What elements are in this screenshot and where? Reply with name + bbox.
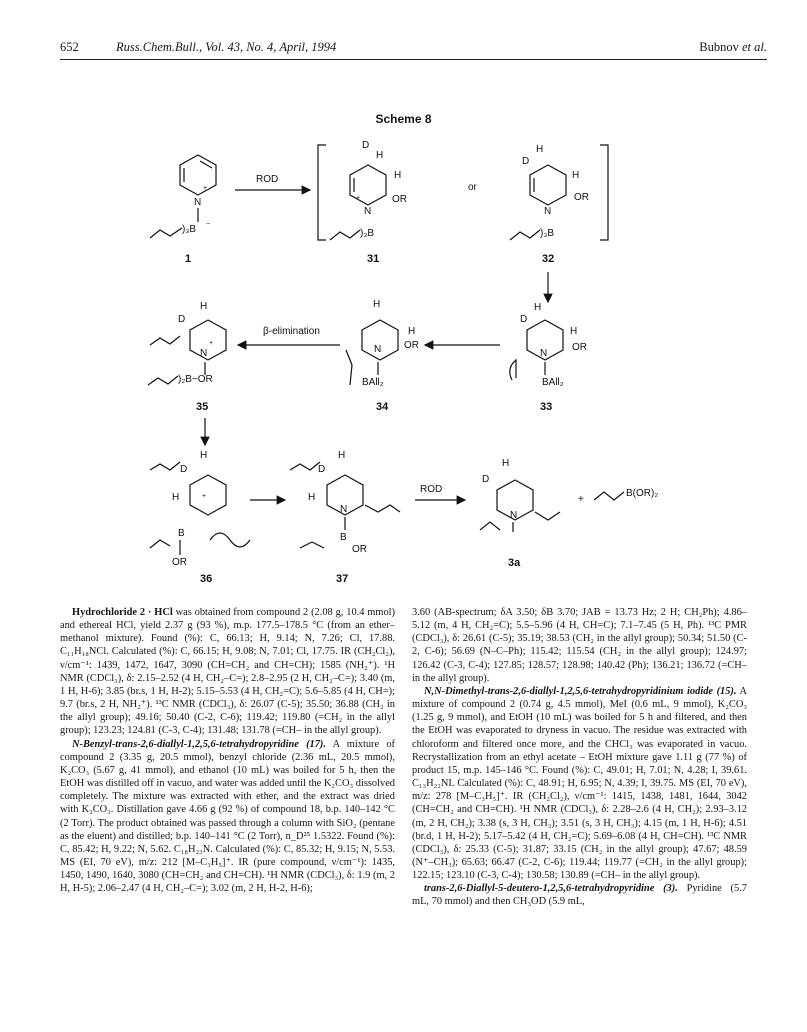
svg-text:+: +: [356, 195, 361, 202]
svg-text:N: N: [200, 348, 208, 359]
compound-label-33: 33: [540, 401, 553, 413]
svg-text:H: H: [572, 170, 580, 181]
compound-31-structure: [330, 140, 407, 240]
heading-dimethyl: N,N-Dimethyl-trans-2,6-diallyl-1,2,5,6-tetrahydropyridinium iodide (15).: [424, 685, 737, 697]
svg-text:D: D: [362, 140, 370, 151]
compound-label-36: 36: [200, 573, 213, 585]
text-deutero: Pyridine (5.7 mL, 70 mmol) and then CH₃OD (5.9 mL,: [412, 883, 747, 908]
text-benzyl: A mixture of compound 2 (3.35 g, 20.5 mmol), benzyl chloride (2.36 mL, 20.5 mmol), K₂CO₃ (5.67 g, 41 mmol), and ethanol (10 mL) was boiled for 5 h, then the EtOH was distilled off in vacuo, and water was added until the K₂CO₃ dissolved completely. The mixture was extracted with ether, and the extract was dried with K₂CO₃. Distillation gave 4.66 g (92 %) of compound 18, b.p. 140–142 °C (2 Torr). The product obtained was passed through a column with SiO₂ (pentane as the eluent) and distilled; b.p. 140–141 °C (2 Torr), n_D²⁵ 1.5322. Found (%): C, 85.42; H, 9.22; N, 5.62. C₁₈H₂₃N. Calculated (%): C, 85.32; H, 9.15; N, 5.53. MS (EI, 70 eV), m/z: 212 [M–C₃H₅]⁺. IR (pure compound, ν/cm⁻¹): 1435, 1450, 1490, 1640, 3080 (CH=CH₂ and CH=CH). ¹H NMR (CDCl₃), δ: 1.9 (m, 2 H, H-5); 2.06–2.47 (4 H, CH₂–C=); 3.02 (m, 2 H, H-2, H-6);: [60, 738, 395, 895]
svg-text:H: H: [200, 450, 208, 461]
svg-text:H: H: [394, 170, 402, 181]
svg-text:H: H: [536, 144, 544, 155]
plus-sign: +: [578, 494, 584, 505]
compound-36-structure: [150, 450, 250, 568]
beta-elimination-label: β-elimination: [263, 326, 320, 337]
svg-text:+: +: [209, 340, 214, 347]
heading-hydrochloride: Hydrochloride 2 · HCl: [72, 607, 173, 618]
svg-text:H: H: [308, 492, 316, 503]
heading-deutero: trans-2,6-Diallyl-5-deutero-1,2,5,6-tetrahydropyridine (3).: [424, 883, 678, 895]
svg-text:D: D: [520, 314, 528, 325]
svg-text:H: H: [408, 326, 416, 337]
svg-text:B: B: [340, 532, 347, 543]
svg-text:OR: OR: [404, 340, 419, 351]
svg-text:)₃B: )₃B: [540, 228, 555, 239]
paragraph-benzyl: [60, 738, 395, 896]
svg-text:D: D: [180, 464, 188, 475]
paragraph-dimethyl: [412, 685, 747, 882]
svg-text:OR: OR: [574, 192, 589, 203]
svg-text:−: −: [206, 221, 211, 228]
svg-text:N: N: [540, 348, 548, 359]
author-suffix: et al.: [742, 40, 767, 54]
arrow-label-rod-1: ROD: [256, 174, 279, 185]
compound-label-34: 34: [376, 401, 389, 413]
svg-text:BAll₂: BAll₂: [362, 377, 384, 388]
svg-text:D: D: [178, 314, 186, 325]
svg-text:H: H: [376, 150, 384, 161]
left-column: [60, 606, 395, 895]
svg-text:N: N: [340, 504, 348, 515]
svg-text:)₃B: )₃B: [360, 228, 375, 239]
compound-34-structure: [346, 299, 419, 388]
svg-text:H: H: [502, 458, 510, 469]
svg-text:OR: OR: [572, 342, 587, 353]
svg-text:B: B: [178, 528, 185, 539]
compound-35-structure: [148, 301, 226, 385]
borate-byproduct-structure: [594, 492, 624, 500]
compound-label-37: 37: [336, 573, 349, 585]
paragraph-hydrochloride: [60, 606, 395, 738]
body-text: [60, 606, 773, 1026]
page-number: 652: [60, 40, 79, 54]
svg-text:OR: OR: [352, 544, 367, 555]
svg-text:N: N: [510, 510, 518, 521]
svg-text:OR: OR: [172, 557, 187, 568]
bracket-left: [318, 145, 326, 240]
svg-text:D: D: [318, 464, 326, 475]
compound-label-32: 32: [542, 253, 555, 265]
svg-text:N: N: [374, 344, 382, 355]
compound-3a-structure: [480, 458, 560, 532]
svg-text:N: N: [544, 206, 552, 217]
compound-label-3a: 3a: [508, 557, 521, 569]
borate-byproduct-label: B(OR)₂: [626, 488, 659, 499]
svg-text:OR: OR: [392, 194, 407, 205]
heading-benzyl: N-Benzyl-trans-2,6-diallyl-1,2,5,6-tetrahydropyridine (17).: [72, 738, 326, 750]
svg-text:BAll₂: BAll₂: [542, 377, 564, 388]
arrow-label-rod-2: ROD: [420, 484, 443, 495]
svg-text:+: +: [203, 185, 208, 192]
svg-text:H: H: [570, 326, 578, 337]
svg-text:D: D: [522, 156, 530, 167]
bracket-right: [600, 145, 608, 240]
text-benzyl-continued: 3.60 (AB-spectrum; δA 3.50; δB 3.70; JAB = 13.73 Hz; 2 H; CH₂Ph); 4.86–5.12 (m, 4 H, CH₂=C); 5.5–5.96 (4 H, CH=C); 7.1–7.45 (5 H, Ph). ¹³C PMR (CDCl₃), δ: 26.61 (C-5); 35.19; 38.53 (CH₂ in the allyl group); 50.34; 51.50 (C-2, C-6); 56.69 (N–C–Ph); 115.42; 115.54 (CH₂ in the allyl group); 124.97; 126.42 (C-3, C-4); 127.85; 128.57; 128.98; 140.42 (Ph); 136.21; 136.72 (=CH– in the allyl group).: [412, 607, 747, 684]
svg-text:H: H: [338, 450, 346, 461]
svg-text:H: H: [534, 302, 542, 313]
compound-label-31: 31: [367, 253, 380, 265]
svg-text:+: +: [202, 493, 207, 500]
svg-text:D: D: [482, 474, 490, 485]
svg-text:H: H: [200, 301, 208, 312]
author-name: Bubnov: [699, 40, 739, 54]
paragraph-deutero: [412, 882, 747, 908]
compound-label-1: 1: [185, 253, 192, 265]
compound-37-structure: [290, 450, 400, 555]
compound-1-structure: [150, 155, 216, 238]
journal-citation: Russ.Chem.Bull., Vol. 43, No. 4, April, 1994: [116, 40, 337, 54]
paragraph-benzyl-continued: [412, 606, 747, 685]
or-word: or: [468, 182, 477, 193]
svg-text:)₃B: )₃B: [182, 224, 197, 235]
text-dimethyl: A mixture of compound 2 (0.74 g, 4.5 mmol), MeI (0.6 mL, 9 mmol), K₂CO₃ (1.25 g, 9 mmol), and EtOH (10 mL) was boiled for 5 h and filtered, and then the EtOH was evaporated to dryness in vacuo. The residue was extracted with chloroform and filtered once more, and the CHCl₃ was evaporated in vacuo. Recrystallization from an ethyl acetate – EtOH mixture gave 1.11 g (77 %) of product 15, m.p. 145–146 °C. Found (%): C, 49.01; H, 7.01; N, 4.28; I, 39.61. C₁₃H₂₂NI. Calculated (%): C, 48.91; H, 6.95; N, 4.39; I, 39.75. MS (EI, 70 eV), m/z: 278 [M–C₃H₅]⁺. IR (CH₂Cl₂), ν/cm⁻¹: 1415, 1438, 1481, 1644, 3042 (CH=CH₂ and CH=CH). ¹H NMR (CDCl₃), δ: 2.28–2.6 (4 H, CH₂); 2.93–3.12 (m, 2 H, CH₂); 3.38 (s, 3 H, CH₃); 3.51 (s, 3 H, CH₃); 4.15 (m, 1 H, H-6); 4.51 (br.d, 1 H, H-2); 5.17–5.42 (4 H, CH₂=C); 5.69–6.08 (4 H, CH=CH). ¹³C NMR (CDCl₃), δ: 25.33 (C-5); 31.87; 33.15 (CH₂ in the allyl group); 47.67; 48.59 (N⁺–CH₃); 65.63; 66.47 (C-2, C-6); 119.44; 119.77 (=CH₂ in the allyl group); 122.15; 123.10 (C-3, C-4); 130.58; 130.89 (=CH– in the allyl group).: [412, 685, 747, 882]
svg-text:)₂B−OR: )₂B−OR: [178, 374, 213, 385]
compound-label-35: 35: [196, 401, 209, 413]
svg-text:N: N: [194, 197, 202, 208]
svg-text:H: H: [172, 492, 180, 503]
right-column: [412, 606, 747, 909]
compound-32-structure: [510, 144, 589, 240]
compound-33-structure: [510, 302, 587, 388]
text-hydrochloride: was obtained from compound 2 (2.08 g, 10.4 mmol) and ethereal HCl, yield 2.37 g (93 %), m.p. 177.5–178.5 °C (from an ether–methanol mixture). Found (%): C, 66.13; H, 9.14; N, 7.26; Cl, 17.88. C₁₁H₁₈NCl. Calculated (%): C, 66.15; H, 9.08; N, 7.01; Cl, 17.75. IR (CH₂Cl₂), ν/cm⁻¹: 1439, 1472, 1647, 3090 (CH=CH₂ and CH=CH); 1585 (NH₂⁺). ¹H NMR (CDCl₃), δ: 2.15–2.52 (4 H, CH₂–C=); 2.8–2.95 (2 H, CH₂–C=); 3.40 (m, 1 H, H-6); 3.85 (br.s, 1 H, H-2); 5.15–5.53 (4 H, CH₂=C); 5.6–5.85 (4 H, CH=); 9.7 (br.s, 2 H, NH₂⁺). ¹³C NMR (CDCl₃), δ: 26.07 (C-5); 35.50; 36.88 (CH₂ in the allyl group); 49.16; 50.40 (C-2, C-6); 119.42; 119.80 (=CH₂ in the allyl group); 123.23; 124.81 (C-3, C-4); 131.48; 131.78 (=CH– in the allyl group).: [60, 607, 395, 737]
svg-text:N: N: [364, 206, 372, 217]
scheme-title: Scheme 8: [375, 112, 432, 126]
svg-text:H: H: [373, 299, 381, 310]
